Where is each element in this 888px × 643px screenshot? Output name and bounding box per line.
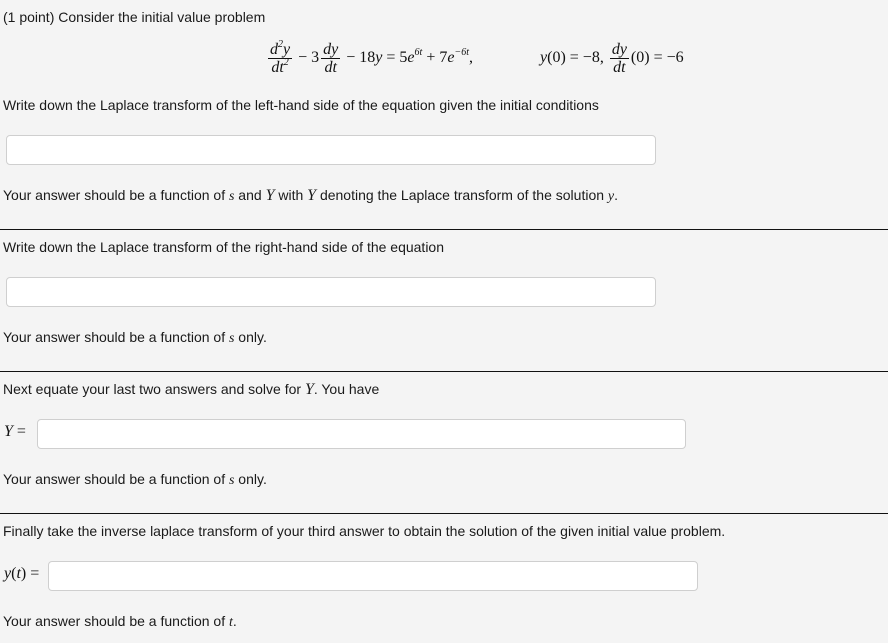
part2-prompt: Write down the Laplace transform of the right-hand side of the equation	[3, 239, 445, 255]
second-derivative-fraction: $\frac{d^2y}{dt^2}$	[270, 39, 291, 76]
section-divider	[0, 513, 888, 514]
part1-prompt: Write down the Laplace transform of the left-hand side of the equation given the initial conditions	[3, 97, 599, 113]
part3-hint: Your answer should be a function of s only.	[3, 471, 267, 488]
y-of-t-label: y(t) =	[4, 565, 40, 582]
part2-hint: Your answer should be a function of s only.	[3, 329, 267, 346]
section-divider	[0, 371, 888, 372]
part4-hint: Your answer should be a function of t.	[3, 613, 237, 630]
y-solution-input[interactable]	[48, 561, 698, 591]
part3-prompt: Next equate your last two answers and solve for Y. You have	[3, 381, 380, 398]
part1-hint: Your answer should be a function of s and Y with Y denoting the Laplace transform of the solution y.	[3, 187, 619, 204]
lhs-laplace-input[interactable]	[6, 135, 656, 165]
Y-solution-input[interactable]	[37, 419, 686, 449]
rhs-laplace-input[interactable]	[6, 277, 656, 307]
initial-conditions: y(0) = −8, $\frac{dy}{dt}$ (0) = −6	[540, 41, 684, 76]
problem-intro: (1 point) Consider the initial value problem	[3, 9, 266, 25]
first-derivative-fraction: $\frac{dy}{dt}$	[323, 41, 339, 76]
Y-equals-label: Y =	[4, 423, 26, 440]
differential-equation: $\frac{d^2y}{dt^2}$ − 3 $\frac{dy}{dt}$ − $18y = 5e^{6t} + 7e^{-6t}$,	[270, 39, 473, 76]
ic-derivative-fraction: $\frac{dy}{dt}$	[611, 41, 627, 76]
part4-prompt: Finally take the inverse laplace transform of your third answer to obtain the solution of the given initial value problem.	[3, 523, 726, 539]
section-divider	[0, 229, 888, 230]
